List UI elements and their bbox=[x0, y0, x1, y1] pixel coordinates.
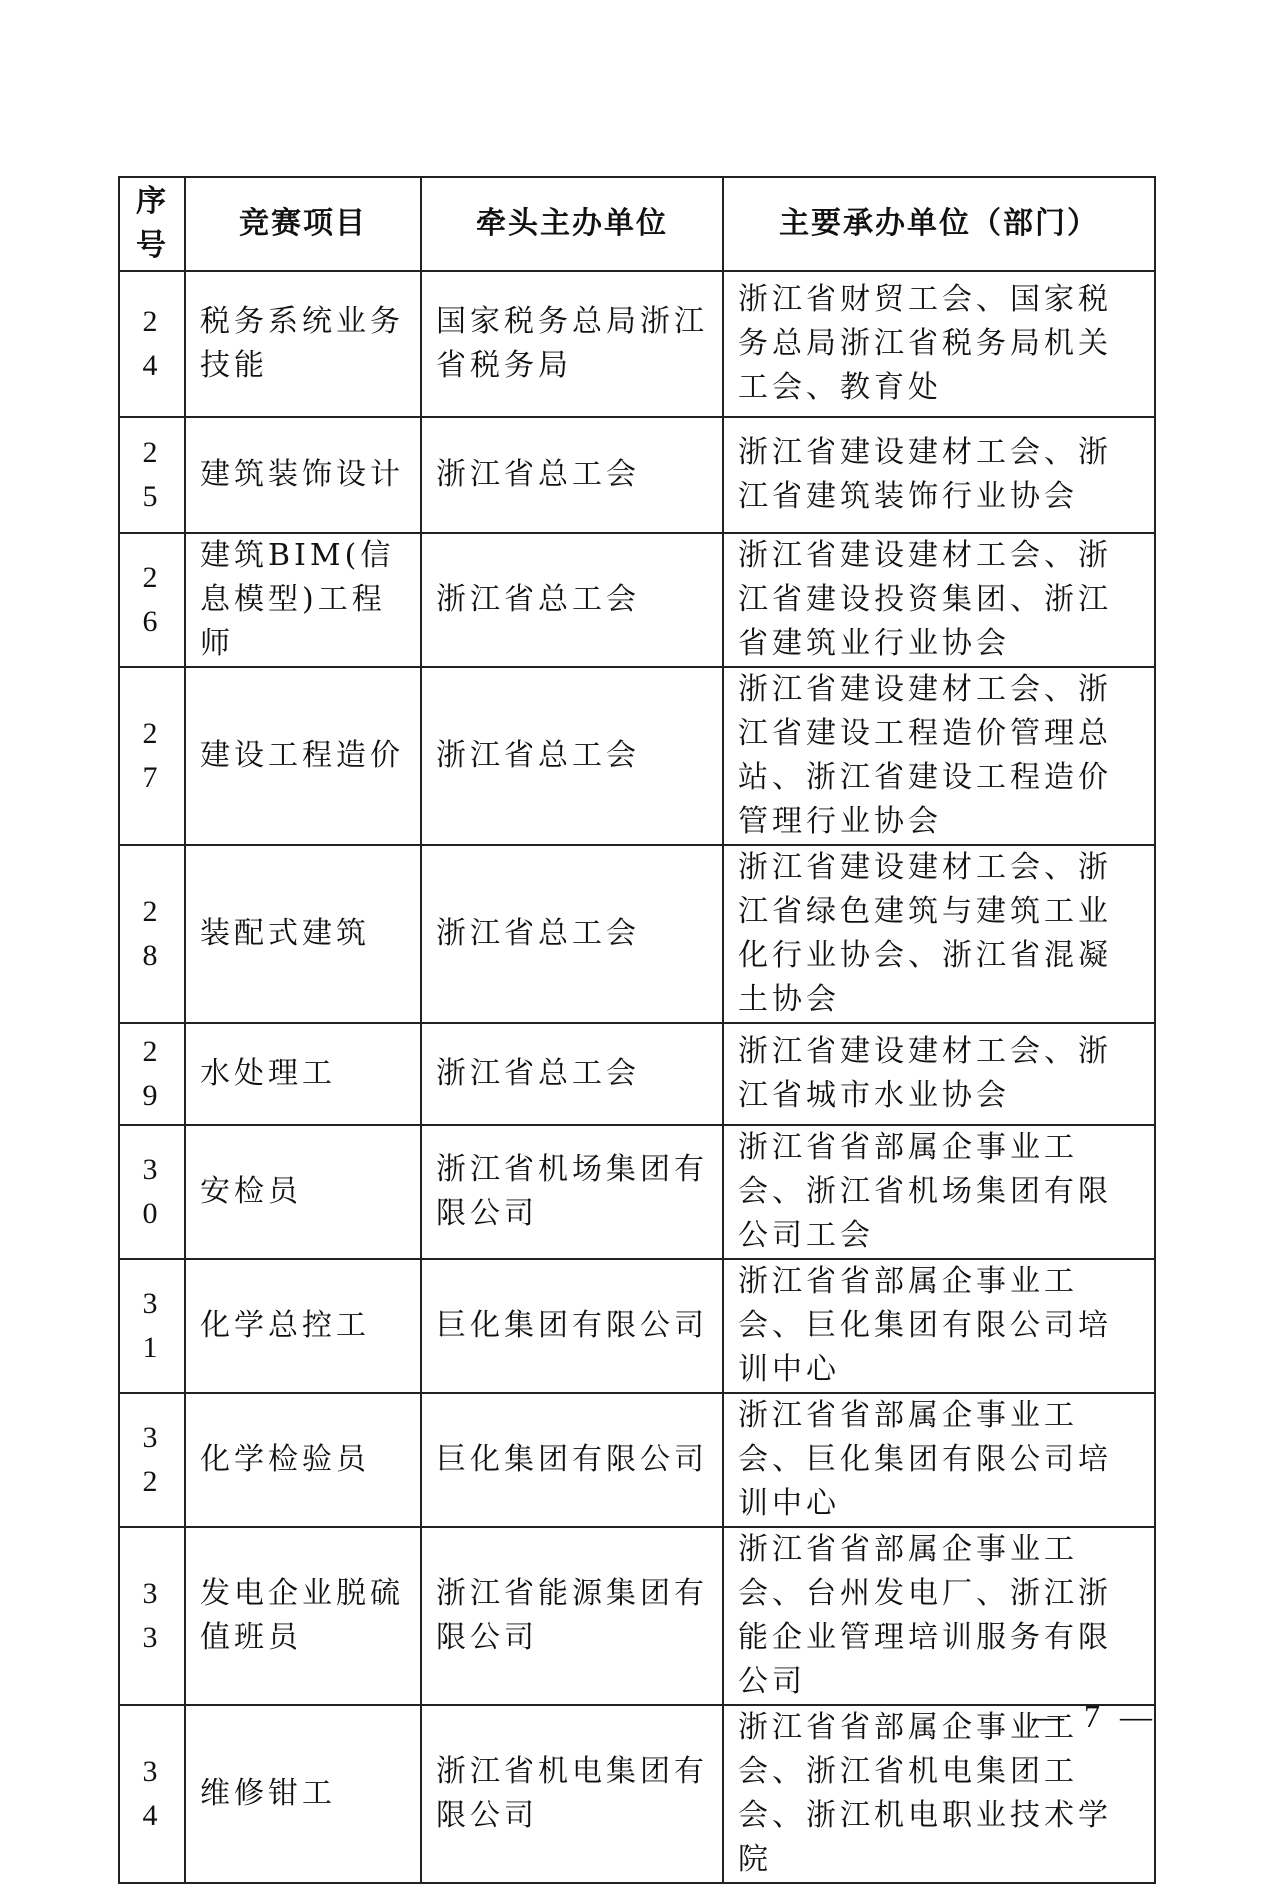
table-row bbox=[119, 845, 1155, 1023]
row-project: 税务系统业务技能 bbox=[185, 271, 421, 417]
page-number: — 7 — bbox=[1032, 1698, 1158, 1734]
row-project: 化学总控工 bbox=[185, 1259, 421, 1393]
row-serial-no: 25 bbox=[119, 417, 185, 533]
table-row bbox=[119, 1393, 1155, 1527]
row-host: 浙江省建设建材工会、浙江省建设工程造价管理总站、浙江省建设工程造价管理行业协会 bbox=[723, 667, 1155, 845]
row-host: 浙江省省部属企事业工会、巨化集团有限公司培训中心 bbox=[723, 1259, 1155, 1393]
row-serial-no: 27 bbox=[119, 667, 185, 845]
row-host: 浙江省省部属企事业工会、浙江省机场集团有限公司工会 bbox=[723, 1125, 1155, 1259]
row-host: 浙江省建设建材工会、浙江省城市水业协会 bbox=[723, 1023, 1155, 1125]
header-project: 竞赛项目 bbox=[185, 177, 421, 271]
row-host: 浙江省财贸工会、国家税务总局浙江省税务局机关工会、教育处 bbox=[723, 271, 1155, 417]
table-row bbox=[119, 1259, 1155, 1393]
table-row bbox=[119, 1527, 1155, 1705]
row-host: 浙江省省部属企事业工会、台州发电厂、浙江浙能企业管理培训服务有限公司 bbox=[723, 1527, 1155, 1705]
row-organizer: 国家税务总局浙江省税务局 bbox=[421, 271, 723, 417]
row-project: 发电企业脱硫值班员 bbox=[185, 1527, 421, 1705]
row-project: 装配式建筑 bbox=[185, 845, 421, 1023]
row-serial-no: 32 bbox=[119, 1393, 185, 1527]
competition-table bbox=[118, 176, 1156, 1884]
table-row bbox=[119, 271, 1155, 417]
row-host: 浙江省建设建材工会、浙江省建筑装饰行业协会 bbox=[723, 417, 1155, 533]
row-organizer: 浙江省机场集团有限公司 bbox=[421, 1125, 723, 1259]
table-row bbox=[119, 1705, 1155, 1883]
row-serial-no: 30 bbox=[119, 1125, 185, 1259]
row-serial-no: 26 bbox=[119, 533, 185, 667]
row-organizer: 巨化集团有限公司 bbox=[421, 1259, 723, 1393]
row-organizer: 浙江省能源集团有限公司 bbox=[421, 1527, 723, 1705]
table-row bbox=[119, 1125, 1155, 1259]
row-serial-no: 28 bbox=[119, 845, 185, 1023]
row-project: 维修钳工 bbox=[185, 1705, 421, 1883]
row-serial-no: 33 bbox=[119, 1527, 185, 1705]
header-organizer: 牵头主办单位 bbox=[421, 177, 723, 271]
row-host: 浙江省省部属企事业工会、巨化集团有限公司培训中心 bbox=[723, 1393, 1155, 1527]
row-serial-no: 31 bbox=[119, 1259, 185, 1393]
row-project: 安检员 bbox=[185, 1125, 421, 1259]
row-serial-no: 24 bbox=[119, 271, 185, 417]
row-project: 建筑BIM(信息模型)工程师 bbox=[185, 533, 421, 667]
row-project: 水处理工 bbox=[185, 1023, 421, 1125]
row-organizer: 巨化集团有限公司 bbox=[421, 1393, 723, 1527]
table-row bbox=[119, 417, 1155, 533]
table-header-row bbox=[119, 177, 1155, 271]
row-project: 化学检验员 bbox=[185, 1393, 421, 1527]
header-serial-no: 序号 bbox=[119, 177, 185, 271]
row-project: 建筑装饰设计 bbox=[185, 417, 421, 533]
table-row bbox=[119, 533, 1155, 667]
row-host: 浙江省建设建材工会、浙江省建设投资集团、浙江省建筑业行业协会 bbox=[723, 533, 1155, 667]
row-host: 浙江省建设建材工会、浙江省绿色建筑与建筑工业化行业协会、浙江省混凝土协会 bbox=[723, 845, 1155, 1023]
table-row bbox=[119, 667, 1155, 845]
row-organizer: 浙江省总工会 bbox=[421, 417, 723, 533]
row-host: 浙江省省部属企事业工会、浙江省机电集团工会、浙江机电职业技术学院 bbox=[723, 1705, 1155, 1883]
row-serial-no: 29 bbox=[119, 1023, 185, 1125]
row-organizer: 浙江省总工会 bbox=[421, 533, 723, 667]
row-organizer: 浙江省总工会 bbox=[421, 667, 723, 845]
row-serial-no: 34 bbox=[119, 1705, 185, 1883]
row-organizer: 浙江省总工会 bbox=[421, 845, 723, 1023]
table-row bbox=[119, 1023, 1155, 1125]
header-host: 主要承办单位（部门） bbox=[723, 177, 1155, 271]
row-organizer: 浙江省机电集团有限公司 bbox=[421, 1705, 723, 1883]
row-project: 建设工程造价 bbox=[185, 667, 421, 845]
row-organizer: 浙江省总工会 bbox=[421, 1023, 723, 1125]
